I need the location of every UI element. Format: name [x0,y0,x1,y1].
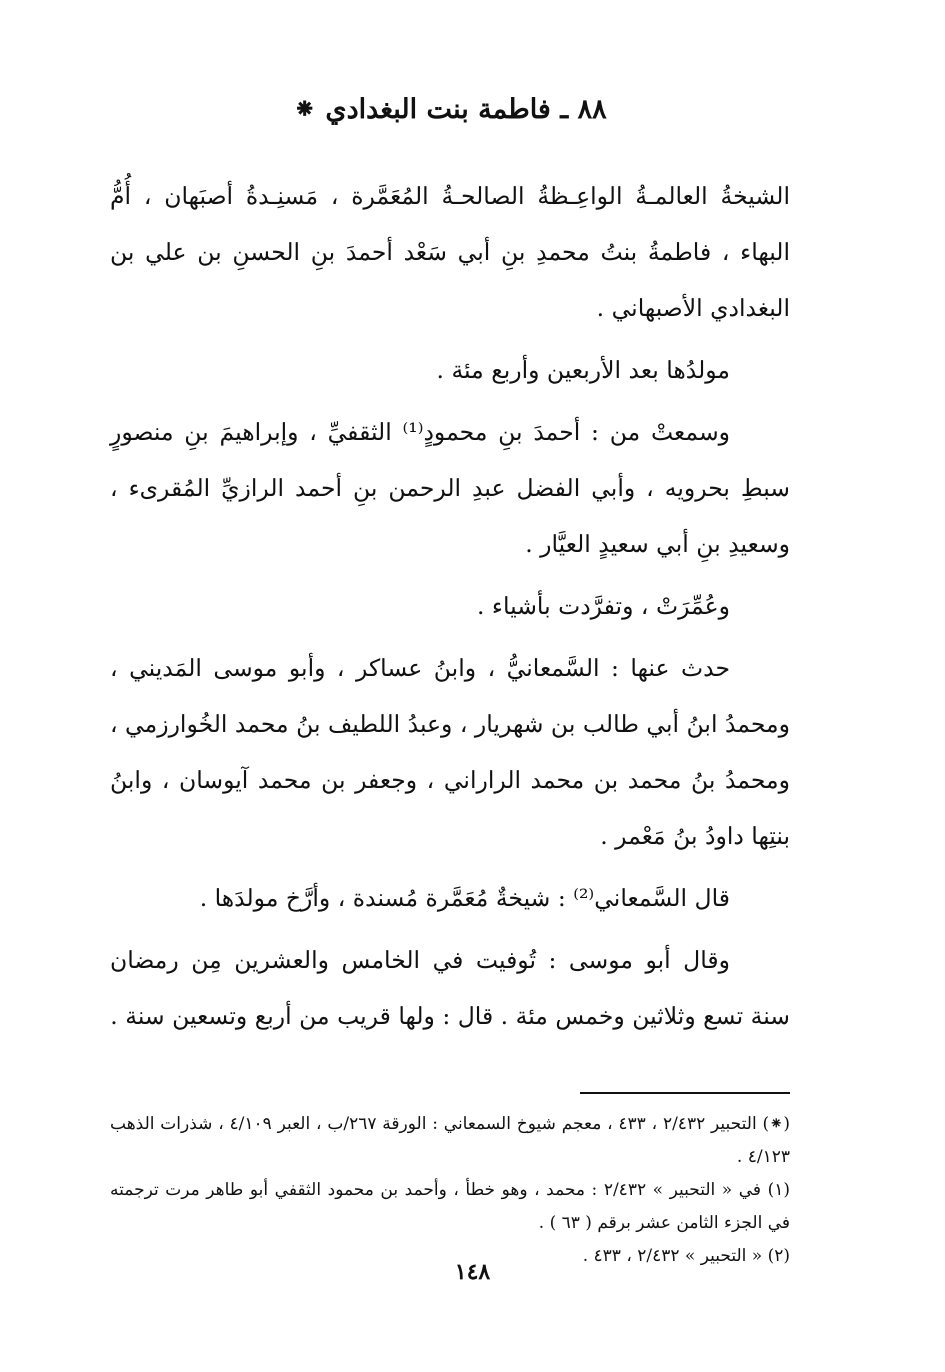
biography-body [110,168,790,1044]
paragraph-birth: مولدُها بعد الأربعين وأربع مئة . [436,356,730,384]
biography-title: ٨٨ ـ فاطمة بنت البغدادي ⁕ [293,94,607,125]
paragraph-lineage: الشيخةُ العالمـةُ الواعِـظةُ الصالحـةُ المُعَمَّرة ، مَسنِـدةُ أصبَهان ، أُمُّ البهاء ، فاطمةُ بنتُ محمدِ بنِ أبي سَعْد أحمدَ بنِ الحسنِ بن علي بن البغدادي الأصبهاني . [110,182,790,322]
footnote-2: (٢) « التحبير » ٢/٤٣٢ ، ٤٣٣ . [582,1246,790,1266]
book-page [110,90,790,1273]
footnote-1: (١) في « التحبير » ٢/٤٣٢ : محمد ، وهو خطأ ، وأحمد بن محمود الثقفي أبو طاهر مرت ترجمته في الجزء الثامن عشر برقم ( ٦٣ ) . [110,1180,790,1233]
paragraph-longevity: وعُمِّرَتْ ، وتفرَّدت بأشياء . [476,592,730,620]
paragraph-teachers: وسمعتْ من : أحمدَ بنِ محمودٍ⁽¹⁾ الثقفيِّ ، وإبراهيمَ بنِ منصورٍ سبطِ بحرويه ، وأبي الفضل عبدِ الرحمن بنِ أحمد الرازيِّ المُقرىء ، وسعيدِ بنِ أبي سعيدٍ العيَّار . [110,418,790,558]
footnotes [110,1108,790,1273]
paragraph-death: وقال أبو موسى : تُوفيت في الخامس والعشرين مِن رمضان سنة تسع وثلاثين وخمس مئة . قال : ولها قريب من أربع وتسعين سنة . [110,946,790,1030]
paragraph-samani-quote: قال السَّمعاني⁽²⁾ : شيخةٌ مُعَمَّرة مُسندة ، وأرَّخ مولدَها . [199,884,730,912]
footnote-sources: (⁕) التحبير ٢/٤٣٢ ، ٤٣٣ ، معجم شيوخ السمعاني : الورقة ٢٦٧/ب ، العبر ٤/١٠٩ ، شذرات الذهب ٤/١٢٣ . [110,1114,790,1167]
page-number: ١٤٨ [454,1259,491,1285]
paragraph-students: حدث عنها : السَّمعانيُّ ، وابنُ عساكر ، وأبو موسى المَديني ، ومحمدُ ابنُ أبي طالب بن شهريار ، وعبدُ اللطيف بنُ محمد الخُوارزمي ، ومحمدُ بنُ محمد بن محمد الراراني ، وجعفر بن محمد آيوسان ، وابنُ بنتِها داودُ بنُ مَعْمر . [110,654,790,850]
footnote-divider [580,1092,790,1094]
